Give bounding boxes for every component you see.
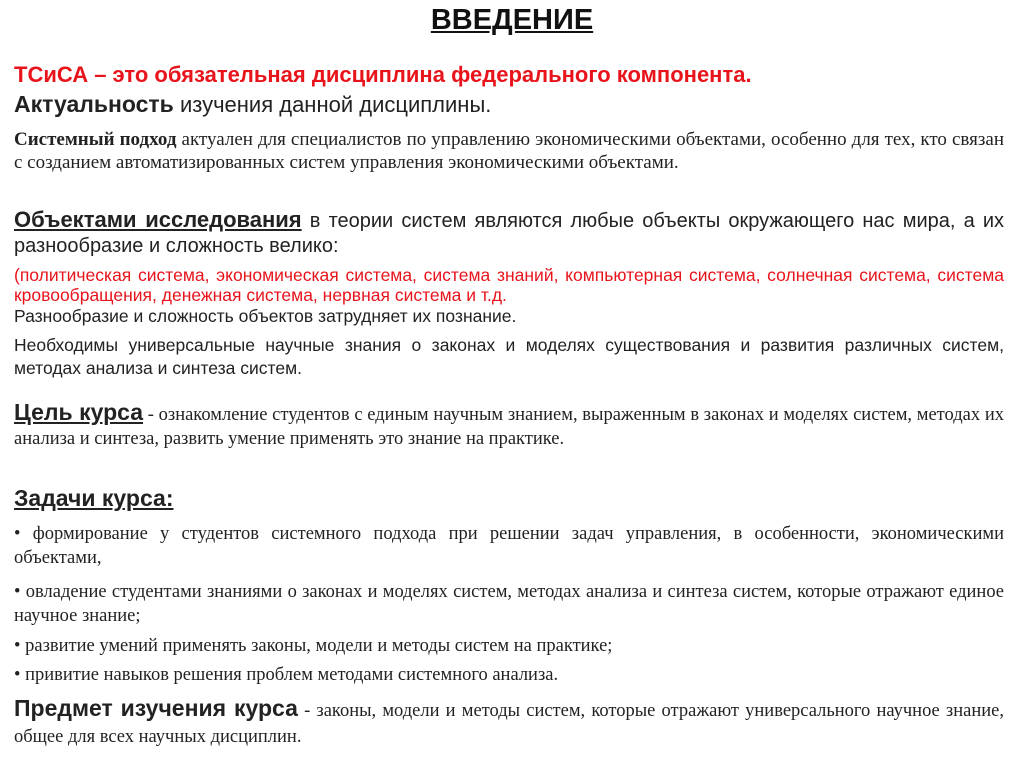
systems-approach-keyword: Системный подход xyxy=(14,129,177,150)
intro-statement: ТСиСА – это обязательная дисциплина федерального компонента. xyxy=(14,62,752,87)
universal-knowledge-paragraph: Необходимы универсальные научные знания о законах и моделях существования и развития различных систем, методах анализа и синтеза систем. xyxy=(14,335,1004,378)
system-examples: (политическая система, экономическая система, система знаний, компьютерная система, солнечная система, система кровообращения, денежная система, нервная система и т.д. xyxy=(14,265,1004,305)
task-list-item xyxy=(14,634,1004,658)
task-text: овладение студентами знаниями о законах и моделях систем, методах анализа и синтеза систем, которые отражают единое научное знание; xyxy=(14,582,1005,626)
course-subject-keyword: Предмет изучения курса xyxy=(14,695,298,721)
bullet-icon: • xyxy=(14,636,21,656)
page-title: ВВЕДЕНИЕ xyxy=(430,4,594,36)
task-list-item xyxy=(14,522,1004,570)
bullet-icon: • xyxy=(14,524,21,544)
complexity-statement: Разнообразие и сложность объектов затрудняет их познание. xyxy=(14,306,517,326)
task-list-item xyxy=(14,663,1004,687)
relevance-line xyxy=(14,90,1004,119)
course-subject-paragraph xyxy=(14,695,1004,750)
course-subject-text: - законы, модели и методы систем, которые отражают универсального научное знание, общее для всех научных дисциплин. xyxy=(14,701,1004,747)
research-objects-keyword: Объектами исследования xyxy=(14,207,302,232)
course-tasks-heading: Задачи курса: xyxy=(14,485,174,511)
course-goal-text: - ознакомление студентов с единым научным знанием, выраженным в законах и моделях систем, методах их анализа и синтеза, развить умение применять это знание на практике. xyxy=(14,405,1004,449)
systems-approach-text: актуален для специалистов по управлению экономическими объектами, особенно для тех, кто связан с созданием автоматизированных систем управления экономическими объектами. xyxy=(14,129,1004,173)
task-text: привитие навыков решения проблем методами системного анализа. xyxy=(25,665,559,685)
research-objects-paragraph xyxy=(14,207,1004,259)
relevance-keyword: Актуальность xyxy=(14,91,174,117)
research-objects-text: в теории систем являются любые объекты окружающего нас мира, а их разнообразие и сложность велико: xyxy=(14,210,1005,257)
course-goal-keyword: Цель курса xyxy=(14,399,144,425)
task-list-item xyxy=(14,580,1004,628)
bullet-icon: • xyxy=(14,665,21,685)
systems-approach-paragraph xyxy=(14,128,1004,174)
relevance-text: изучения данной дисциплины. xyxy=(173,92,492,117)
course-goal-paragraph xyxy=(14,400,1004,451)
task-text: формирование у студентов системного подхода при решении задач управления, в особенности, экономическими объектами, xyxy=(14,524,1004,568)
bullet-icon: • xyxy=(14,582,21,602)
task-text: развитие умений применять законы, модели и методы систем на практике; xyxy=(25,636,613,656)
